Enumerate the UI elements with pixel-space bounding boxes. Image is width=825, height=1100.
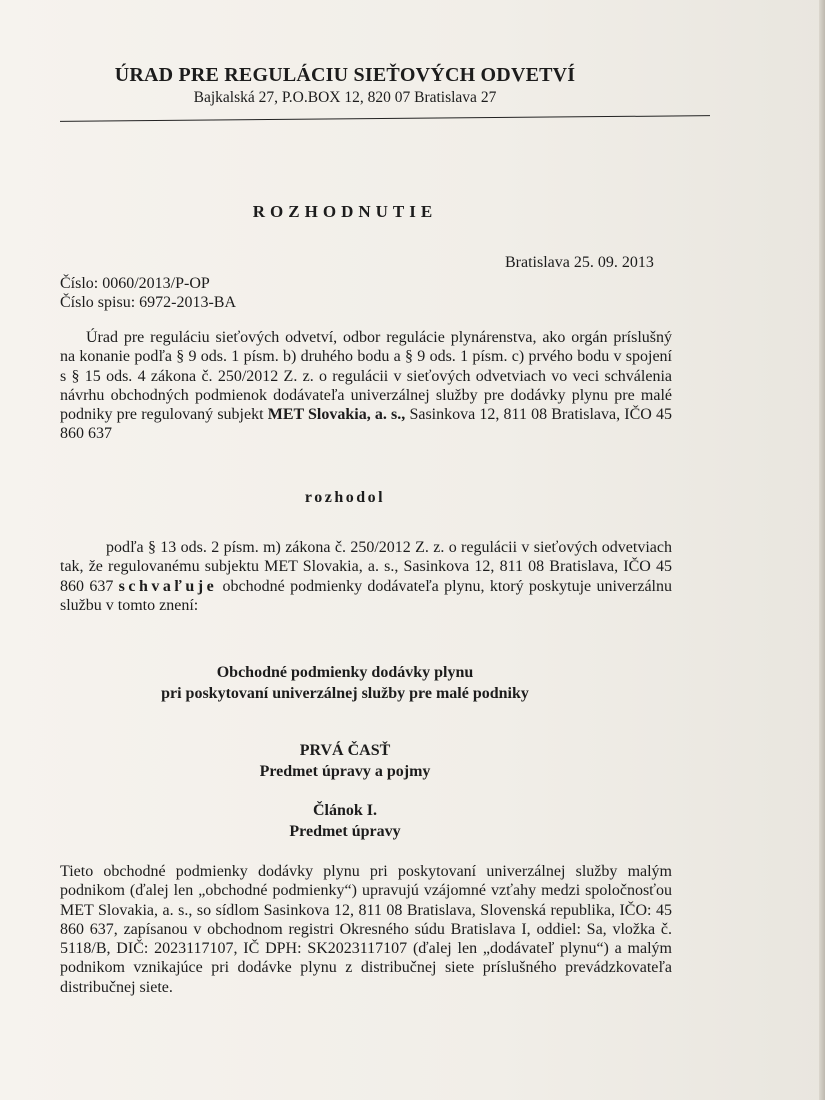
office-address: Bajkalská 27, P.O.BOX 12, 820 07 Bratislava 27 (193, 89, 497, 106)
article-subtitle: Predmet úpravy (289, 823, 401, 840)
conditions-title-line2: pri poskytovaní univerzálnej služby pre malé podniky (161, 685, 529, 702)
file-number: Číslo spisu: 6972-2013-BA (60, 294, 237, 311)
place-and-date: Bratislava 25. 09. 2013 (505, 254, 654, 271)
article-paragraph: Tieto obchodné podmienky dodávky plynu pri poskytovaní univerzálnej služby malým podnikom (ďalej len „obchodné podmienky“) upravujú vzájomné vzťahy medzi spoločnosťou MET Slovakia, a. s., so sídlom Sasinkova 12, 811 08 Bratislava, Slovenská republika, IČO: 45 860 637, zapísanou v obchodnom registri Okresného súdu Bratislava I, oddiel: Sa, vložka č. 5118/B, DIČ: 2023117107, IČ DPH: SK2023117107 (ďalej len „dodávateľ plynu“) a malým podnikom vznikajúce pri dodávke plynu z distribučnej siete príslušného prevádzkovateľa distribučnej siete. (60, 863, 672, 996)
conditions-title-line1: Obchodné podmienky dodávky plynu (216, 664, 474, 681)
ruling-text-start: podľa § 13 ods. 2 písm. m) zákona č. 250/2012 Z. z. o regulácii v sieťových odvetviach tak, že regulovanému subjektu MET Slovakia, a. s., Sasinkova 12, 811 08 Bratislava, IČO 45 860 637 (60, 539, 672, 595)
page-edge-shadow (819, 0, 825, 1100)
conditions-title (0, 662, 690, 704)
letterhead (0, 64, 690, 107)
ruling-paragraph (60, 538, 672, 615)
ruling-verb: schvaľuje (118, 577, 218, 595)
intro-text-end: Sasinkova 12, 811 08 Bratislava, IČO 45 860 637 (60, 406, 673, 443)
decision-number: Číslo: 0060/2013/P-OP (60, 275, 210, 292)
part-subtitle: Predmet úpravy a pojmy (259, 763, 431, 780)
office-name: ÚRAD PRE REGULÁCIU SIEŤOVÝCH ODVETVÍ (114, 64, 576, 86)
document-title: ROZHODNUTIE (252, 202, 438, 221)
intro-text-start: Úrad pre reguláciu sieťových odvetví, odbor regulácie plynárenstva, ako orgán príslušný na konanie podľa § 9 ods. 1 písm. b) druhého bodu a § 9 ods. 1 písm. c) prvého bodu v spojení s § 15 ods. 4 zákona č. 250/2012 Z. z. o regulácii v sieťových odvetviach vo veci schválenia návrhu obchodných podmienok dodávateľa univerzálnej služby pre dodávky plynu pre malé podniky pre regulovaný subjekt (60, 329, 672, 424)
decided-heading: rozhodol (304, 489, 386, 506)
intro-paragraph (60, 328, 672, 444)
letterhead-divider (60, 115, 710, 122)
part-heading (0, 740, 690, 782)
intro-company-name: MET Slovakia, a. s., (267, 406, 406, 424)
part-title: PRVÁ ČASŤ (299, 742, 391, 759)
article-heading (0, 800, 690, 842)
article-title: Článok I. (312, 802, 378, 819)
reference-numbers (60, 274, 236, 312)
ruling-text-end: obchodné podmienky dodávateľa plynu, ktorý poskytuje univerzálnu službu v tomto znení: (60, 577, 672, 614)
